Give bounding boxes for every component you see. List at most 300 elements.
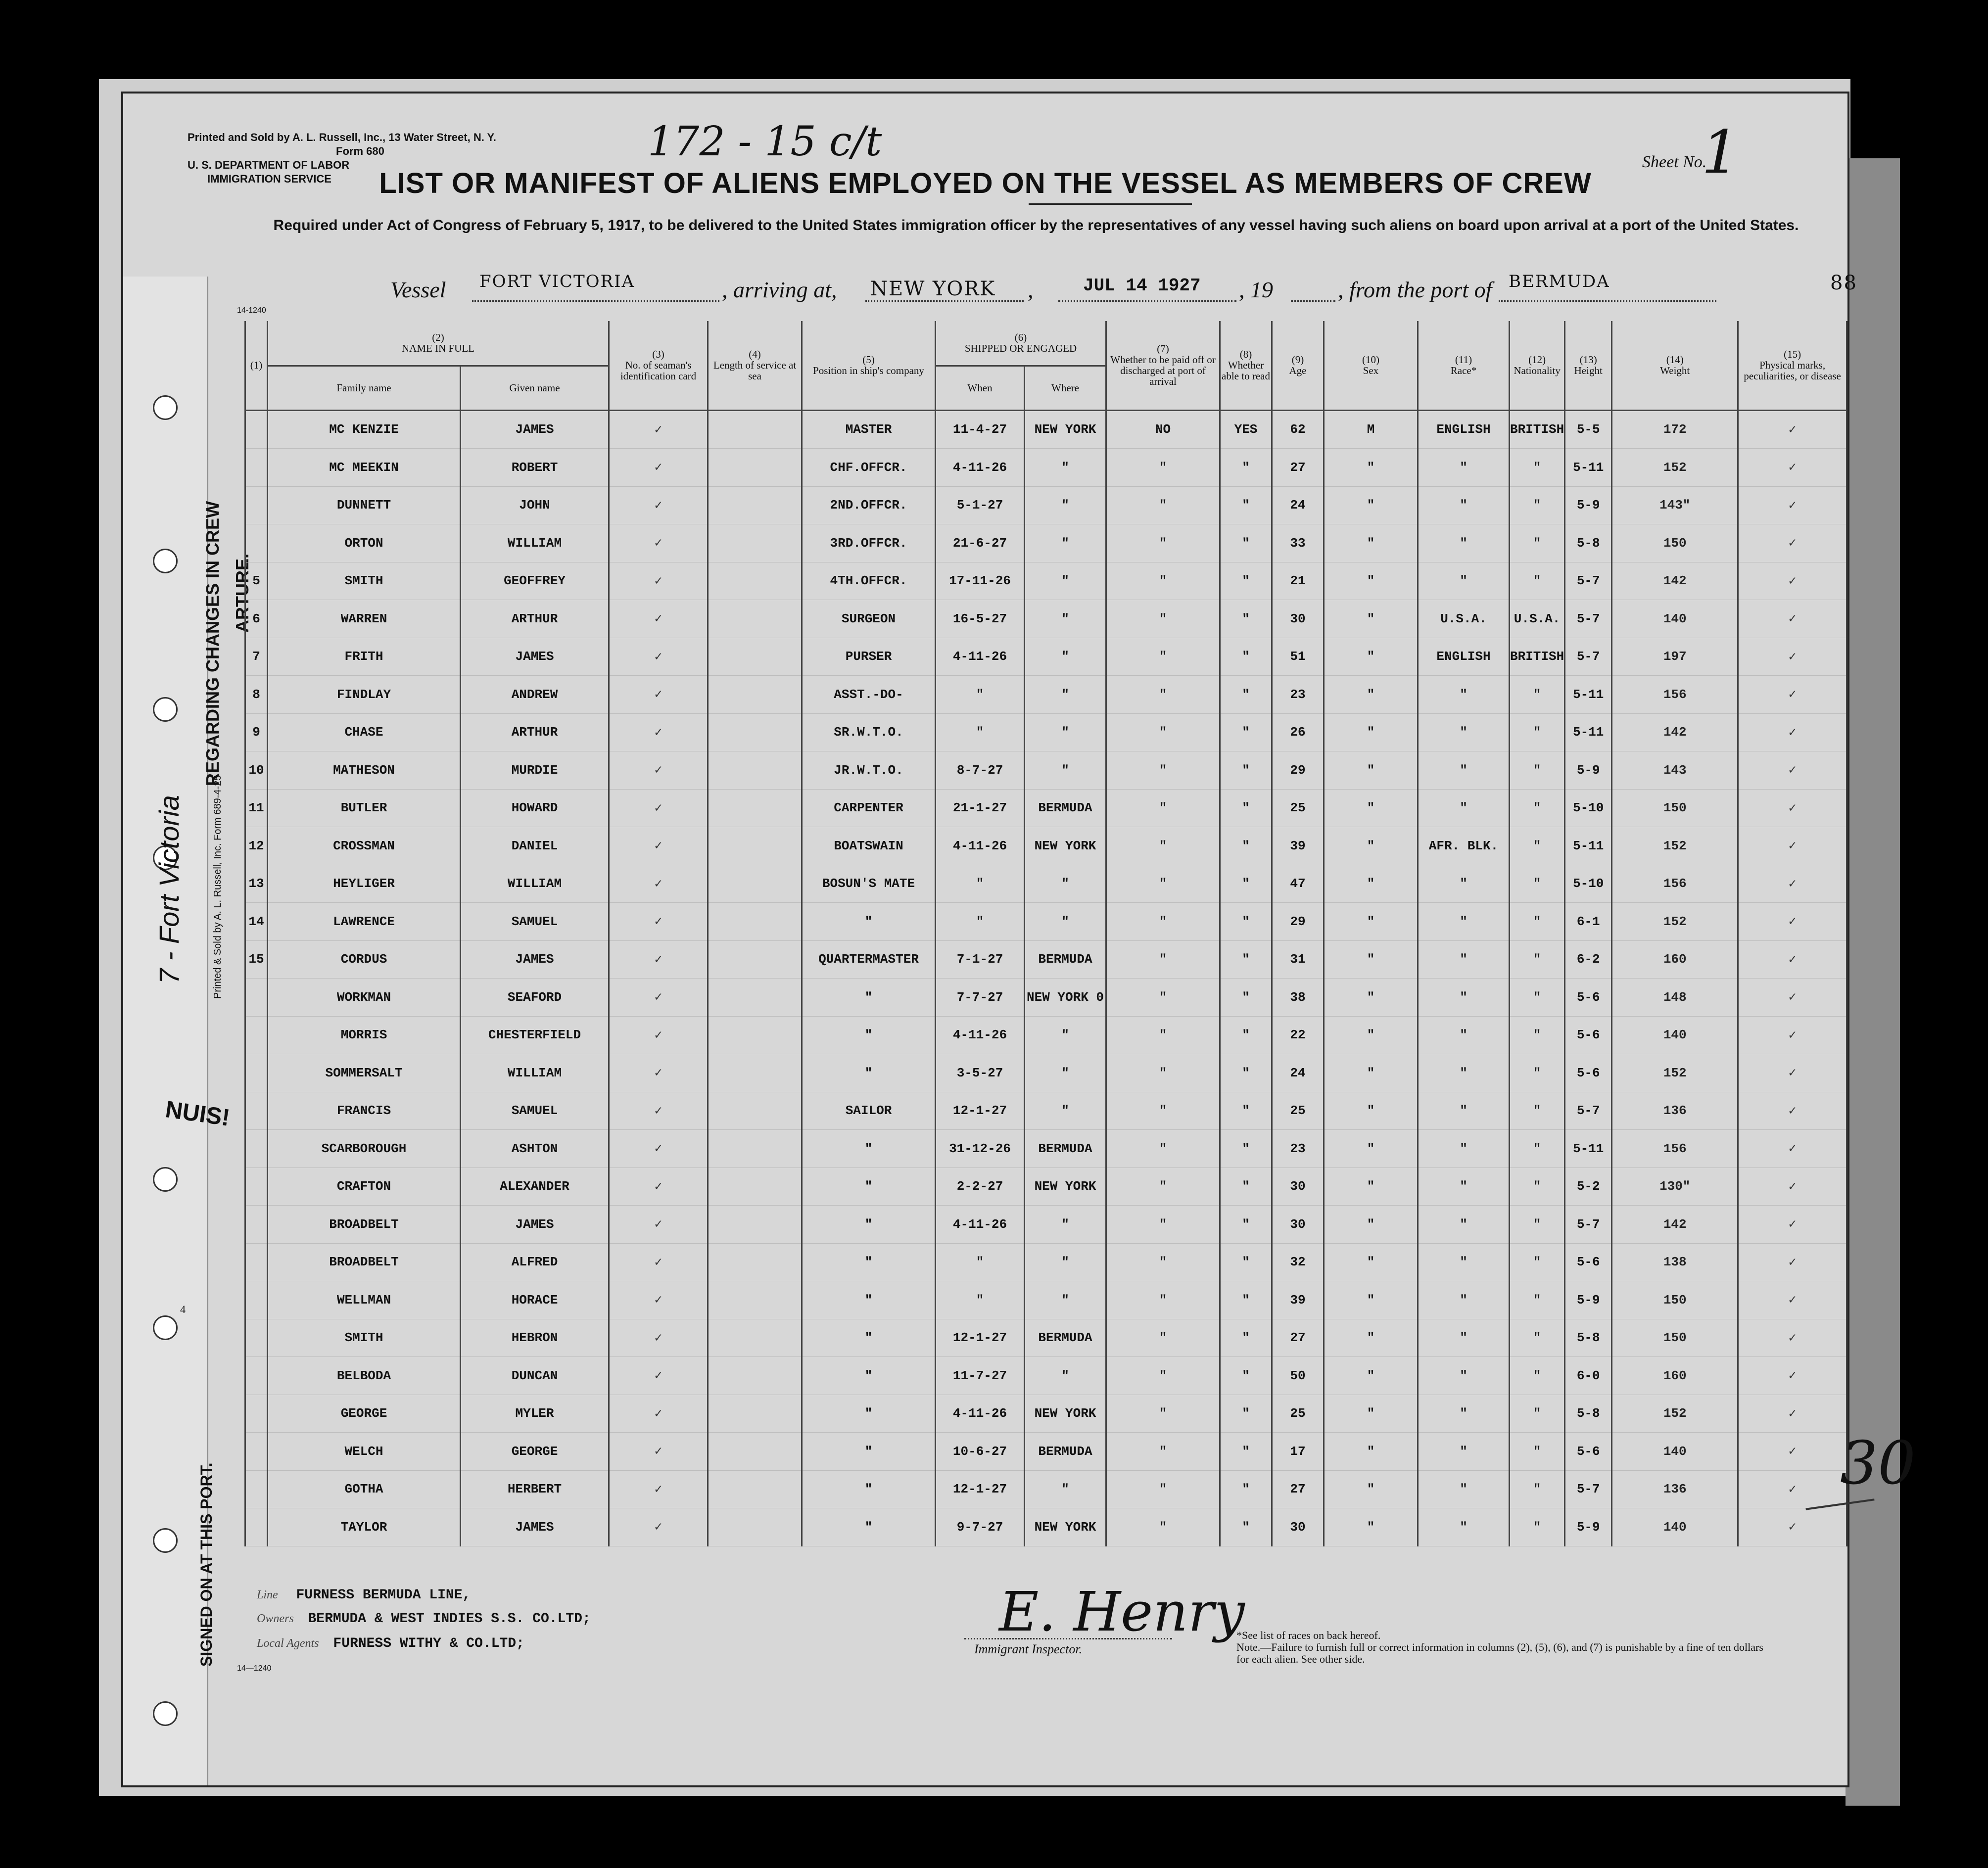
able-to-read: "	[1220, 1395, 1272, 1433]
col-14-header: (14) Weight	[1612, 321, 1738, 410]
length-of-service	[708, 865, 802, 903]
id-card-tick: ✓	[609, 524, 708, 562]
given-name: ROBERT	[461, 449, 609, 487]
sex: "	[1324, 713, 1418, 751]
id-card-tick: ✓	[609, 1319, 708, 1357]
weight: 152	[1612, 1054, 1738, 1092]
weight: 156	[1612, 865, 1738, 903]
position: "	[802, 1357, 936, 1395]
paid-off: "	[1106, 903, 1220, 941]
weight: 136	[1612, 1470, 1738, 1508]
position: "	[802, 979, 936, 1017]
family-name: SMITH	[268, 1319, 461, 1357]
margin-signed-on: SIGNED ON AT THIS PORT.	[197, 1462, 215, 1667]
able-to-read: "	[1220, 1470, 1272, 1508]
weight: 136	[1612, 1092, 1738, 1130]
row-number	[245, 1319, 268, 1357]
height: 5-8	[1565, 1319, 1612, 1357]
right-edge-strip	[1846, 158, 1900, 1806]
weight: 160	[1612, 1357, 1738, 1395]
row-number	[245, 1470, 268, 1508]
nationality: "	[1510, 1357, 1565, 1395]
height: 5-10	[1565, 789, 1612, 827]
punch-hole	[153, 1528, 178, 1553]
crew-row	[245, 562, 1847, 600]
physical-marks-tick: ✓	[1738, 713, 1847, 751]
paid-off: "	[1106, 1395, 1220, 1433]
age: 22	[1272, 1016, 1324, 1054]
paid-off: "	[1106, 865, 1220, 903]
printer-line-1: Printed and Sold by A. L. Russell, Inc., 13 Water Street, N. Y.	[188, 131, 496, 143]
race: "	[1418, 903, 1510, 941]
age: 23	[1272, 1130, 1324, 1168]
crew-row	[245, 600, 1847, 638]
nationality: "	[1510, 903, 1565, 941]
paid-off: "	[1106, 1206, 1220, 1244]
engaged-when: 31-12-26	[936, 1130, 1025, 1168]
crew-row	[245, 1395, 1847, 1433]
given-name: MYLER	[461, 1395, 609, 1433]
engaged-when: 3-5-27	[936, 1054, 1025, 1092]
physical-marks-tick: ✓	[1738, 1281, 1847, 1319]
row-number	[245, 1168, 268, 1206]
race: "	[1418, 562, 1510, 600]
punch-hole	[153, 1701, 178, 1726]
position: ASST.-DO-	[802, 676, 936, 714]
sex: "	[1324, 524, 1418, 562]
punch-hole	[153, 1167, 178, 1192]
family-name: WORKMAN	[268, 979, 461, 1017]
family-name: FINDLAY	[268, 676, 461, 714]
row-number: 14	[245, 903, 268, 941]
family-name: MC MEEKIN	[268, 449, 461, 487]
weight: 152	[1612, 449, 1738, 487]
engaged-when: 4-11-26	[936, 827, 1025, 865]
engaged-where: NEW YORK	[1025, 827, 1106, 865]
position: CARPENTER	[802, 789, 936, 827]
id-card-tick: ✓	[609, 865, 708, 903]
height: 5-7	[1565, 600, 1612, 638]
row-number: 11	[245, 789, 268, 827]
crew-row	[245, 1168, 1847, 1206]
engaged-when: 7-7-27	[936, 979, 1025, 1017]
page-title: LIST OR MANIFEST OF ALIENS EMPLOYED ON THE VESSEL AS MEMBERS OF CREW	[379, 167, 1592, 199]
age: 30	[1272, 1168, 1324, 1206]
id-card-tick: ✓	[609, 486, 708, 524]
nationality: "	[1510, 1016, 1565, 1054]
when-header: When	[936, 366, 1025, 410]
row-number: 9	[245, 713, 268, 751]
nationality: "	[1510, 1092, 1565, 1130]
col-12-header: (12) Nationality	[1510, 321, 1565, 410]
family-name: CROSSMAN	[268, 827, 461, 865]
able-to-read: "	[1220, 1281, 1272, 1319]
footnote-fine: Note.—Failure to furnish full or correct information in columns (2), (5), (6), and (7) is punishable by a fine of ten dollars for each alien. See other side.	[1236, 1641, 1763, 1665]
id-card-tick: ✓	[609, 1168, 708, 1206]
crew-manifest-table	[244, 321, 1847, 1546]
sex: "	[1324, 1395, 1418, 1433]
engaged-where: BERMUDA	[1025, 1130, 1106, 1168]
vessel-name: FORT VICTORIA	[479, 272, 635, 291]
physical-marks-tick: ✓	[1738, 903, 1847, 941]
nationality: "	[1510, 1319, 1565, 1357]
race: "	[1418, 751, 1510, 790]
weight: 172	[1612, 410, 1738, 449]
sex: "	[1324, 1243, 1418, 1281]
sex: "	[1324, 1470, 1418, 1508]
col-5-header: (5) Position in ship's company	[802, 321, 936, 410]
age: 27	[1272, 1470, 1324, 1508]
margin-arture: ARTURE.	[232, 554, 252, 633]
col-6-header: (6) SHIPPED OR ENGAGED	[936, 321, 1106, 366]
id-card-tick: ✓	[609, 1357, 708, 1395]
length-of-service	[708, 1508, 802, 1546]
crew-row	[245, 751, 1847, 790]
height: 5-7	[1565, 1206, 1612, 1244]
engaged-when: "	[936, 865, 1025, 903]
family-name: LAWRENCE	[268, 903, 461, 941]
id-card-tick: ✓	[609, 1395, 708, 1433]
paid-off: "	[1106, 979, 1220, 1017]
able-to-read: "	[1220, 1206, 1272, 1244]
given-name: MURDIE	[461, 751, 609, 790]
arriving-underline	[865, 300, 1024, 302]
engaged-where: "	[1025, 676, 1106, 714]
age: 21	[1272, 562, 1324, 600]
col-1-header: (1)	[245, 321, 268, 410]
paid-off: "	[1106, 751, 1220, 790]
physical-marks-tick: ✓	[1738, 827, 1847, 865]
able-to-read: "	[1220, 1130, 1272, 1168]
id-card-tick: ✓	[609, 979, 708, 1017]
paid-off: "	[1106, 486, 1220, 524]
given-name: GEOFFREY	[461, 562, 609, 600]
crew-row	[245, 1508, 1847, 1546]
able-to-read: "	[1220, 1319, 1272, 1357]
family-name: CHASE	[268, 713, 461, 751]
race: "	[1418, 1433, 1510, 1471]
weight: 150	[1612, 1319, 1738, 1357]
paid-off: "	[1106, 676, 1220, 714]
race: "	[1418, 1357, 1510, 1395]
engaged-where: NEW YORK	[1025, 1168, 1106, 1206]
id-card-tick: ✓	[609, 449, 708, 487]
length-of-service	[708, 1470, 802, 1508]
given-name: JAMES	[461, 1206, 609, 1244]
paid-off: "	[1106, 713, 1220, 751]
engaged-when: 4-11-26	[936, 1016, 1025, 1054]
able-to-read: "	[1220, 1243, 1272, 1281]
sex: "	[1324, 1130, 1418, 1168]
nationality: U.S.A.	[1510, 600, 1565, 638]
engaged-where: "	[1025, 1016, 1106, 1054]
crew-row	[245, 1433, 1847, 1471]
age: 25	[1272, 1092, 1324, 1130]
row-number	[245, 1395, 268, 1433]
sex: "	[1324, 979, 1418, 1017]
col-13-header: (13) Height	[1565, 321, 1612, 410]
race: "	[1418, 524, 1510, 562]
able-to-read: "	[1220, 979, 1272, 1017]
able-to-read: "	[1220, 1433, 1272, 1471]
engaged-when: 5-1-27	[936, 486, 1025, 524]
sex: "	[1324, 1508, 1418, 1546]
able-to-read: "	[1220, 1508, 1272, 1546]
row-number	[245, 1130, 268, 1168]
length-of-service	[708, 979, 802, 1017]
given-name: DANIEL	[461, 827, 609, 865]
weight: 143	[1612, 751, 1738, 790]
paid-off: "	[1106, 638, 1220, 676]
id-card-tick: ✓	[609, 1508, 708, 1546]
weight: 140	[1612, 600, 1738, 638]
position: SAILOR	[802, 1092, 936, 1130]
nationality: "	[1510, 1395, 1565, 1433]
height: 5-11	[1565, 449, 1612, 487]
engaged-where: BERMUDA	[1025, 1319, 1106, 1357]
sex: "	[1324, 865, 1418, 903]
position: "	[802, 1395, 936, 1433]
sex: "	[1324, 1357, 1418, 1395]
weight: 150	[1612, 524, 1738, 562]
able-to-read: "	[1220, 789, 1272, 827]
from-port: BERMUDA	[1509, 272, 1610, 291]
race: "	[1418, 1243, 1510, 1281]
id-card-tick: ✓	[609, 713, 708, 751]
family-name: MORRIS	[268, 1016, 461, 1054]
row-number	[245, 1433, 268, 1471]
family-name: HEYLIGER	[268, 865, 461, 903]
physical-marks-tick: ✓	[1738, 1508, 1847, 1546]
sex: "	[1324, 1092, 1418, 1130]
crew-row	[245, 486, 1847, 524]
nationality: "	[1510, 979, 1565, 1017]
crew-row	[245, 1130, 1847, 1168]
nationality: "	[1510, 449, 1565, 487]
engaged-where: BERMUDA	[1025, 789, 1106, 827]
sex: "	[1324, 940, 1418, 979]
position: "	[802, 1168, 936, 1206]
given-name: DUNCAN	[461, 1357, 609, 1395]
date-underline	[1058, 300, 1236, 302]
race: "	[1418, 789, 1510, 827]
nationality: "	[1510, 486, 1565, 524]
printer-line-4: IMMIGRATION SERVICE	[207, 173, 331, 185]
crew-row	[245, 1054, 1847, 1092]
given-name: JOHN	[461, 486, 609, 524]
row-number	[245, 1206, 268, 1244]
age: 50	[1272, 1357, 1324, 1395]
row-number	[245, 1357, 268, 1395]
where-header: Where	[1025, 366, 1106, 410]
paid-off: "	[1106, 600, 1220, 638]
physical-marks-tick: ✓	[1738, 1395, 1847, 1433]
id-card-tick: ✓	[609, 1092, 708, 1130]
length-of-service	[708, 1281, 802, 1319]
given-name: JAMES	[461, 638, 609, 676]
physical-marks-tick: ✓	[1738, 676, 1847, 714]
length-of-service	[708, 1433, 802, 1471]
margin-printer: Printed & Sold by A. L. Russell, Inc. Form 689-4-25	[212, 775, 223, 999]
engaged-when: "	[936, 903, 1025, 941]
race: AFR. BLK.	[1418, 827, 1510, 865]
able-to-read: "	[1220, 1054, 1272, 1092]
age: 24	[1272, 486, 1324, 524]
height: 5-7	[1565, 562, 1612, 600]
race: "	[1418, 676, 1510, 714]
crew-row	[245, 1357, 1847, 1395]
family-name: FRANCIS	[268, 1092, 461, 1130]
physical-marks-tick: ✓	[1738, 1054, 1847, 1092]
physical-marks-tick: ✓	[1738, 1470, 1847, 1508]
arriving-port: NEW YORK	[870, 278, 996, 300]
form-code-top: 14-1240	[237, 306, 266, 315]
race: "	[1418, 1281, 1510, 1319]
physical-marks-tick: ✓	[1738, 562, 1847, 600]
family-name: SOMMERSALT	[268, 1054, 461, 1092]
paid-off: "	[1106, 1016, 1220, 1054]
given-name-header: Given name	[461, 366, 609, 410]
engaged-where: "	[1025, 751, 1106, 790]
row-number: 7	[245, 638, 268, 676]
crew-row	[245, 903, 1847, 941]
crew-row	[245, 449, 1847, 487]
weight: 130"	[1612, 1168, 1738, 1206]
physical-marks-tick: ✓	[1738, 751, 1847, 790]
printer-line-3: U. S. DEPARTMENT OF LABOR	[188, 159, 350, 171]
engaged-where: "	[1025, 1281, 1106, 1319]
id-card-tick: ✓	[609, 789, 708, 827]
nationality: "	[1510, 713, 1565, 751]
arrival-date-stamp: JUL 14 1927	[1083, 276, 1201, 296]
paid-off: "	[1106, 1319, 1220, 1357]
row-number: 10	[245, 751, 268, 790]
nationality: "	[1510, 1130, 1565, 1168]
length-of-service	[708, 789, 802, 827]
physical-marks-tick: ✓	[1738, 1243, 1847, 1281]
crew-row	[245, 713, 1847, 751]
margin-handwritten: 7 - Fort Victoria	[153, 795, 185, 984]
length-of-service	[708, 486, 802, 524]
crew-row	[245, 638, 1847, 676]
id-card-tick: ✓	[609, 410, 708, 449]
weight: 142	[1612, 713, 1738, 751]
col-8-header: (8) Whether able to read	[1220, 321, 1272, 410]
paid-off: "	[1106, 827, 1220, 865]
length-of-service	[708, 1168, 802, 1206]
position: "	[802, 1281, 936, 1319]
sheet-label: Sheet No.	[1642, 153, 1707, 171]
length-of-service	[708, 903, 802, 941]
age: 51	[1272, 638, 1324, 676]
race: "	[1418, 1092, 1510, 1130]
age: 39	[1272, 827, 1324, 865]
weight: 197	[1612, 638, 1738, 676]
paid-off: "	[1106, 449, 1220, 487]
race: "	[1418, 1319, 1510, 1357]
position: "	[802, 1433, 936, 1471]
position: "	[802, 1319, 936, 1357]
nationality: "	[1510, 562, 1565, 600]
margin-four: 4	[180, 1303, 186, 1315]
race: "	[1418, 1054, 1510, 1092]
height: 5-8	[1565, 524, 1612, 562]
paid-off: "	[1106, 1168, 1220, 1206]
height: 6-1	[1565, 903, 1612, 941]
weight: 152	[1612, 903, 1738, 941]
crew-row	[245, 1243, 1847, 1281]
nationality: "	[1510, 789, 1565, 827]
length-of-service	[708, 713, 802, 751]
age: 39	[1272, 1281, 1324, 1319]
sex: "	[1324, 638, 1418, 676]
engaged-where: "	[1025, 1357, 1106, 1395]
engaged-when: 21-1-27	[936, 789, 1025, 827]
race: "	[1418, 1395, 1510, 1433]
length-of-service	[708, 1092, 802, 1130]
col-15-header: (15) Physical marks, peculiarities, or disease	[1738, 321, 1847, 410]
height: 5-11	[1565, 713, 1612, 751]
footer-owners: Owners BERMUDA & WEST INDIES S.S. CO.LTD;	[257, 1611, 591, 1627]
paid-off: "	[1106, 940, 1220, 979]
given-name: ALFRED	[461, 1243, 609, 1281]
physical-marks-tick: ✓	[1738, 410, 1847, 449]
paid-off: "	[1106, 562, 1220, 600]
col-9-header: (9) Age	[1272, 321, 1324, 410]
given-name: ARTHUR	[461, 713, 609, 751]
weight: 138	[1612, 1243, 1738, 1281]
height: 5-6	[1565, 1433, 1612, 1471]
given-name: SEAFORD	[461, 979, 609, 1017]
id-card-tick: ✓	[609, 600, 708, 638]
engaged-where: BERMUDA	[1025, 940, 1106, 979]
age: 30	[1272, 600, 1324, 638]
manifest-sheet	[121, 92, 1916, 1787]
sex: "	[1324, 1206, 1418, 1244]
engaged-when: 7-1-27	[936, 940, 1025, 979]
age: 24	[1272, 1054, 1324, 1092]
engaged-where: "	[1025, 562, 1106, 600]
from-port-underline	[1499, 300, 1716, 302]
position: BOATSWAIN	[802, 827, 936, 865]
weight: 142	[1612, 562, 1738, 600]
weight: 142	[1612, 1206, 1738, 1244]
nationality: "	[1510, 1470, 1565, 1508]
race: "	[1418, 1168, 1510, 1206]
physical-marks-tick: ✓	[1738, 1092, 1847, 1130]
paid-off: "	[1106, 1470, 1220, 1508]
nationality: "	[1510, 827, 1565, 865]
sex: "	[1324, 449, 1418, 487]
sex: "	[1324, 1433, 1418, 1471]
crew-row	[245, 410, 1847, 449]
list-number: 88	[1830, 272, 1857, 294]
sex: "	[1324, 1281, 1418, 1319]
engaged-when: "	[936, 713, 1025, 751]
age: 25	[1272, 789, 1324, 827]
family-name: WELLMAN	[268, 1281, 461, 1319]
given-name: HEBRON	[461, 1319, 609, 1357]
id-card-tick: ✓	[609, 1433, 708, 1471]
age: 32	[1272, 1243, 1324, 1281]
given-name: WILLIAM	[461, 524, 609, 562]
weight: 140	[1612, 1433, 1738, 1471]
page-subtitle: Required under Act of Congress of February 5, 1917, to be delivered to the United States immigration officer by the representatives of any vessel having such aliens on board upon arrival at a port of the United States.	[273, 217, 1799, 234]
sex: "	[1324, 486, 1418, 524]
height: 5-6	[1565, 1016, 1612, 1054]
race: "	[1418, 486, 1510, 524]
family-name: SMITH	[268, 562, 461, 600]
